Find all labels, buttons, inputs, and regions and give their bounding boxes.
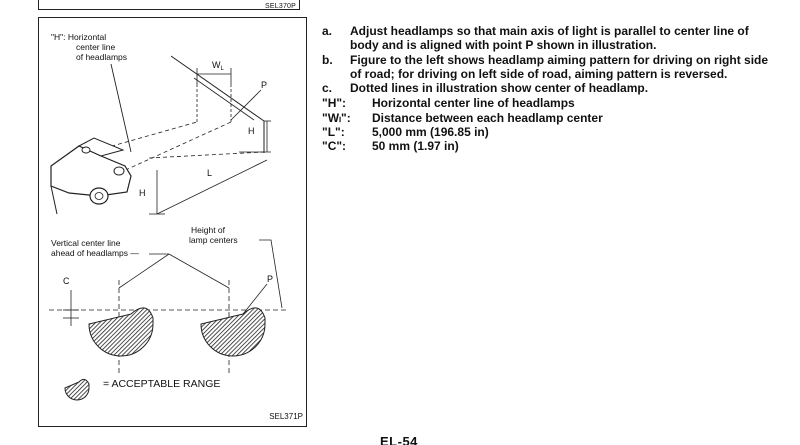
vertical-center-arrow-left — [119, 254, 169, 288]
note-c — [322, 81, 772, 95]
headlamp-aiming-figure — [38, 17, 307, 427]
height-centers-label — [189, 225, 238, 245]
h-caption-line-3: of headlamps — [76, 52, 128, 62]
note-c-mark: c. — [322, 81, 333, 96]
vertical-center-line-1: Vertical center line — [51, 238, 121, 248]
legend — [103, 378, 220, 390]
h-caption-line-2: center line — [76, 42, 116, 52]
definition-l — [322, 125, 772, 139]
height-centers-line-2: lamp centers — [189, 235, 238, 245]
definition-h — [322, 96, 772, 110]
page-number: EL-54 — [380, 434, 418, 445]
previous-figure-code: SEL370P — [265, 3, 296, 10]
c-label: C — [63, 276, 70, 286]
l-label: L — [207, 168, 213, 178]
p-label-top: P — [261, 80, 268, 90]
note-a-text: Adjust headlamps so that main axis of light is parallel to center line of body and is aligned with point P shown in illustration. — [350, 24, 749, 53]
notes-section — [322, 24, 772, 154]
note-b — [322, 53, 772, 82]
definition-h-key: "H": — [322, 96, 347, 111]
h-label-right: H — [248, 126, 255, 136]
right-acceptable-range — [201, 308, 265, 356]
screen-inner-line — [194, 78, 254, 120]
definition-h-value: Horizontal center line of headlamps — [372, 96, 575, 111]
definition-l-key: "L": — [322, 125, 345, 140]
definitions — [322, 96, 772, 153]
h-caption — [51, 32, 127, 62]
car-wheel — [90, 188, 108, 204]
definition-w-value: Distance between each headlamp center — [372, 110, 603, 125]
note-b-text: Figure to the left shows headlamp aiming pattern for driving on right side of road; for driving on left side of road, aiming pattern is reversed. — [350, 52, 769, 81]
headlamp-right-icon — [114, 167, 124, 175]
h-caption-leader — [111, 64, 131, 152]
note-c-text: Dotted lines in illustration show center of headlamp. — [350, 81, 649, 96]
note-b-mark: b. — [322, 52, 333, 67]
previous-figure-frame — [38, 0, 300, 10]
headlamp-left-icon — [82, 147, 90, 153]
definition-l-value: 5,000 mm (196.85 in) — [372, 125, 489, 140]
legend-text: = ACCEPTABLE RANGE — [103, 378, 221, 390]
vertical-center-label — [51, 238, 139, 258]
note-a — [322, 24, 772, 53]
height-centers-line-1: Height of — [191, 225, 226, 235]
vertical-center-arrow-right — [169, 254, 229, 288]
headlamp-diagram — [39, 18, 308, 428]
legend-swatch — [65, 379, 89, 400]
w-label: $W_L$ — [212, 60, 224, 72]
left-acceptable-range — [89, 308, 153, 356]
definition-c-value: 50 mm (1.97 in) — [372, 139, 459, 154]
p-label-bottom: P — [267, 274, 274, 284]
vertical-center-line-2: ahead of headlamps — — [51, 248, 139, 258]
definition-w-key: "Wₗ": — [322, 110, 351, 125]
car-pillar — [51, 186, 57, 214]
beam-line-lower — [119, 122, 231, 173]
definition-w — [322, 111, 772, 125]
figure-code: SEL371P — [269, 412, 303, 421]
floor-projection — [149, 152, 264, 158]
note-a-mark: a. — [322, 24, 333, 38]
definition-c — [322, 139, 772, 153]
definition-c-key: "C": — [322, 139, 347, 154]
h-caption-line-1: "H": Horizontal — [51, 32, 107, 42]
h-label-left: H — [139, 188, 146, 198]
